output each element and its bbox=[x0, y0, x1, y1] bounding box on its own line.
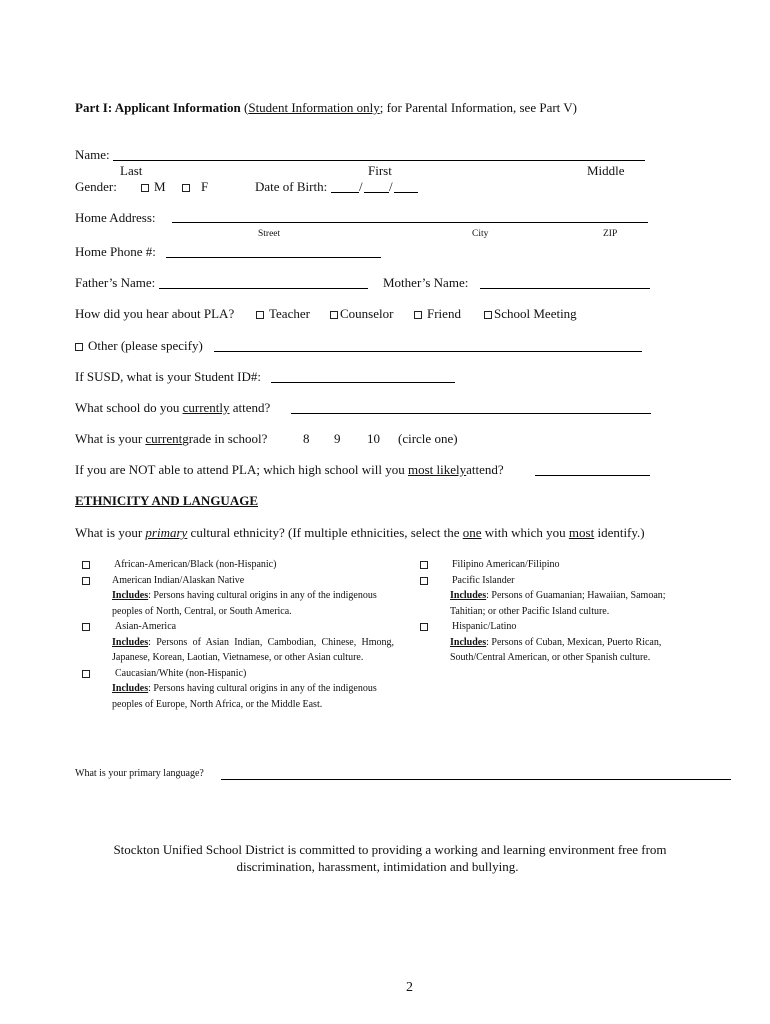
ethnicity-left-column bbox=[82, 557, 402, 712]
name-last-caption: Last bbox=[120, 163, 143, 178]
hear-option-friend[interactable] bbox=[414, 306, 461, 322]
eth-q-pre: What is your bbox=[75, 525, 143, 540]
current-school-pre: What school do you bbox=[75, 400, 180, 415]
eth-q-primary: primary bbox=[145, 525, 188, 540]
student-id-label: If SUSD, what is your Student ID#: bbox=[75, 369, 261, 384]
address-zip-caption: ZIP bbox=[603, 229, 618, 239]
current-school-field[interactable] bbox=[291, 413, 651, 414]
eth-asian-includes bbox=[112, 635, 394, 666]
address-field[interactable] bbox=[172, 222, 648, 223]
dob-year-field[interactable] bbox=[394, 192, 418, 193]
hear-other-field[interactable] bbox=[214, 351, 642, 352]
eth-caucasian-includes-text: : Persons having cultural origins in any of the indigenous peoples of Europe, North Africa, or the Middle East. bbox=[112, 683, 377, 710]
part1-student-only: Student Information only bbox=[248, 100, 380, 115]
hear-teacher-label: Teacher bbox=[269, 306, 310, 321]
grade-option-9[interactable]: 9 bbox=[334, 431, 341, 446]
eth-q-end: identify.) bbox=[597, 525, 645, 540]
ethnicity-option-american-indian[interactable] bbox=[82, 573, 402, 620]
alt-school-pre: If you are NOT able to attend PLA; which high school will you bbox=[75, 462, 405, 477]
grade-question bbox=[75, 431, 267, 447]
gender-f-checkbox[interactable] bbox=[182, 184, 190, 192]
grade-pre: What is your bbox=[75, 431, 143, 446]
eth-pacific-islander-includes bbox=[450, 588, 700, 619]
eth-q-with: with which you bbox=[484, 525, 566, 540]
eth-q-mid: cultural ethnicity? (If multiple ethnicities, select the bbox=[190, 525, 460, 540]
address-label: Home Address: bbox=[75, 210, 156, 225]
mother-field[interactable] bbox=[480, 288, 650, 289]
eth-pacific-islander-checkbox[interactable] bbox=[420, 577, 428, 585]
name-middle-caption: Middle bbox=[587, 163, 625, 178]
eth-pacific-islander-includes-label: Includes bbox=[450, 590, 487, 601]
address-city-caption: City bbox=[472, 229, 489, 239]
eth-caucasian-label: Caucasian/White (non-Hispanic) bbox=[115, 667, 247, 679]
name-field[interactable] bbox=[113, 160, 645, 161]
language-label: What is your primary language? bbox=[75, 768, 204, 779]
ethnicity-option-pacific-islander[interactable] bbox=[420, 573, 720, 620]
hear-option-school-meeting[interactable] bbox=[484, 306, 577, 322]
ethnicity-heading: ETHNICITY AND LANGUAGE bbox=[75, 493, 258, 508]
alt-school-question bbox=[75, 462, 504, 478]
eth-caucasian-checkbox[interactable] bbox=[82, 670, 90, 678]
hear-friend-checkbox[interactable] bbox=[414, 311, 422, 319]
name-first-caption: First bbox=[368, 163, 392, 178]
hear-other-label: Other (please specify) bbox=[88, 338, 203, 353]
ethnicity-option-caucasian[interactable] bbox=[82, 666, 402, 713]
eth-caucasian-includes-label: Includes bbox=[112, 683, 149, 694]
dob-sep-1: / bbox=[359, 179, 363, 194]
ethnicity-right-column bbox=[420, 557, 720, 666]
alt-school-field[interactable] bbox=[535, 475, 650, 476]
part1-paren: ( bbox=[244, 100, 249, 115]
grade-note: (circle one) bbox=[398, 431, 458, 446]
hear-friend-label: Friend bbox=[427, 306, 461, 321]
eth-pacific-islander-includes-text: : Persons of Guamanian; Hawaiian, Samoan; Tahitian; or other Pacific Island culture. bbox=[450, 590, 666, 617]
eth-african-american-checkbox[interactable] bbox=[82, 561, 90, 569]
gender-f-label: F bbox=[201, 179, 209, 194]
eth-filipino-checkbox[interactable] bbox=[420, 561, 428, 569]
hear-option-other[interactable] bbox=[75, 338, 203, 354]
eth-q-most: most bbox=[568, 525, 595, 540]
eth-american-indian-includes bbox=[112, 588, 382, 619]
eth-asian-checkbox[interactable] bbox=[82, 623, 90, 631]
phone-field[interactable] bbox=[166, 257, 381, 258]
eth-american-indian-includes-text: : Persons having cultural origins in any of the indigenous peoples of North, Central, or South America. bbox=[112, 590, 377, 617]
eth-pacific-islander-label: Pacific Islander bbox=[452, 574, 515, 586]
page-number: 2 bbox=[406, 980, 413, 995]
ethnicity-option-hispanic[interactable] bbox=[420, 619, 720, 666]
phone-label: Home Phone #: bbox=[75, 244, 156, 259]
grade-option-10[interactable]: 10 bbox=[367, 431, 380, 446]
ethnicity-option-filipino[interactable] bbox=[420, 557, 720, 573]
dob-month-field[interactable] bbox=[331, 192, 359, 193]
mother-label: Mother’s Name: bbox=[383, 275, 469, 290]
grade-underlined: current bbox=[145, 431, 183, 446]
father-label: Father’s Name: bbox=[75, 275, 156, 290]
ethnicity-question bbox=[75, 525, 645, 541]
eth-hispanic-includes bbox=[450, 635, 700, 666]
eth-asian-includes-label: Includes bbox=[112, 636, 149, 648]
part1-title: Part I: Applicant Information bbox=[75, 100, 241, 115]
hear-other-checkbox[interactable] bbox=[75, 343, 83, 351]
hear-school-meeting-label: School Meeting bbox=[494, 306, 577, 321]
hear-teacher-checkbox[interactable] bbox=[256, 311, 264, 319]
hear-counselor-label: Counselor bbox=[340, 306, 394, 321]
dob-sep-2: / bbox=[389, 179, 393, 194]
alt-school-underlined: most likely bbox=[408, 462, 467, 477]
dob-label: Date of Birth: bbox=[255, 179, 328, 194]
eth-hispanic-includes-label: Includes bbox=[450, 636, 487, 648]
gender-m-label: M bbox=[154, 179, 166, 194]
hear-counselor-checkbox[interactable] bbox=[330, 311, 338, 319]
dob-day-field[interactable] bbox=[364, 192, 389, 193]
eth-q-one: one bbox=[462, 525, 482, 540]
gender-m-checkbox[interactable] bbox=[141, 184, 149, 192]
hear-option-teacher[interactable] bbox=[256, 306, 310, 322]
part1-rest: ; for Parental Information, see Part V) bbox=[379, 100, 578, 115]
eth-filipino-label: Filipino American/Filipino bbox=[452, 559, 560, 570]
eth-american-indian-includes-label: Includes bbox=[112, 590, 149, 601]
address-street-caption: Street bbox=[258, 229, 281, 239]
hear-option-counselor[interactable] bbox=[330, 306, 393, 322]
student-id-field[interactable] bbox=[271, 382, 455, 383]
name-label: Name: bbox=[75, 147, 110, 162]
ethnicity-option-african-american[interactable] bbox=[82, 557, 402, 573]
gender-m-option[interactable] bbox=[141, 179, 166, 195]
gender-label: Gender: bbox=[75, 179, 117, 194]
eth-asian-label: Asian-America bbox=[115, 621, 177, 632]
current-school-underlined: currently bbox=[182, 400, 230, 415]
ethnicity-option-asian[interactable] bbox=[82, 619, 402, 666]
hear-school-meeting-checkbox[interactable] bbox=[484, 311, 492, 319]
eth-caucasian-includes bbox=[112, 681, 382, 712]
footer-statement-line1: Stockton Unified School District is committed to providing a working and learning environment free from bbox=[113, 842, 667, 857]
footer-statement-line2: discrimination, harassment, intimidation and bullying. bbox=[236, 859, 519, 874]
eth-african-american-label: African-American/Black (non-Hispanic) bbox=[114, 559, 277, 570]
current-school-post: attend? bbox=[232, 400, 271, 415]
hear-question: How did you hear about PLA? bbox=[75, 306, 235, 321]
language-field[interactable] bbox=[221, 779, 731, 780]
eth-hispanic-includes-text: : Persons of Cuban, Mexican, Puerto Rican, South/Central American, or other Spanish culture. bbox=[450, 636, 662, 663]
part1-heading bbox=[75, 100, 577, 116]
eth-american-indian-label: American Indian/Alaskan Native bbox=[112, 574, 245, 586]
eth-hispanic-label: Hispanic/Latino bbox=[452, 621, 517, 632]
eth-hispanic-checkbox[interactable] bbox=[420, 623, 428, 631]
current-school-question bbox=[75, 400, 270, 416]
eth-american-indian-checkbox[interactable] bbox=[82, 577, 90, 585]
gender-f-option[interactable] bbox=[182, 179, 208, 195]
eth-asian-includes-text: : Persons of Asian Indian, Cambodian, Chinese, Hmong, Japanese, Korean, Laotian, Vietnamese, or other Asian culture. bbox=[112, 636, 394, 663]
grade-post: grade in school? bbox=[182, 431, 268, 446]
alt-school-post: attend? bbox=[466, 462, 504, 477]
grade-option-8[interactable]: 8 bbox=[303, 431, 310, 446]
father-field[interactable] bbox=[159, 288, 368, 289]
